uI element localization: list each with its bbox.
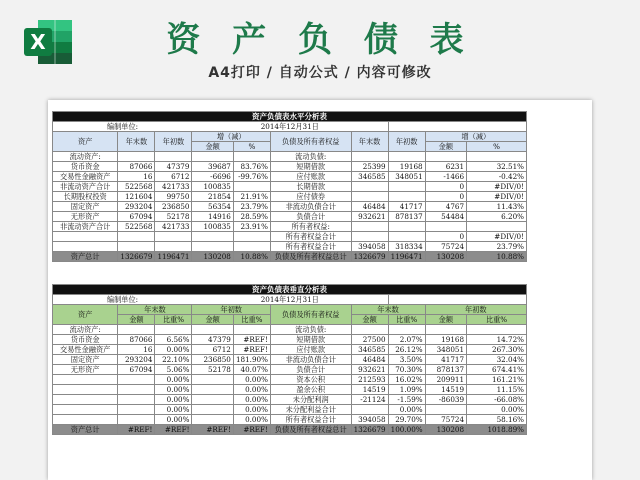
table-cell[interactable]	[53, 405, 118, 415]
table-cell[interactable]: 流动资产:	[53, 325, 118, 335]
col-asset: 资产	[53, 132, 118, 152]
table-cell[interactable]: 932621	[351, 212, 388, 222]
table-cell[interactable]: 长期股权投资	[53, 192, 118, 202]
total-cell[interactable]: 130208	[425, 425, 466, 435]
table-cell[interactable]: 0	[425, 232, 466, 242]
table-cell[interactable]: 75724	[425, 415, 466, 425]
col-amt2: 金额	[425, 142, 466, 152]
table-cell[interactable]: 522568	[118, 222, 155, 232]
table-cell[interactable]: 固定资产	[53, 355, 118, 365]
table-cell[interactable]: 674.41%	[467, 365, 527, 375]
table-row	[53, 395, 527, 405]
table-cell[interactable]: 58.16%	[467, 415, 527, 425]
report-date: 2014年12月31日	[192, 122, 388, 132]
table-row	[53, 232, 527, 242]
table-row	[53, 242, 527, 252]
table-cell[interactable]: 394058	[351, 415, 388, 425]
col-ratio-b: 比重%	[233, 315, 270, 325]
table-cell[interactable]: 16.02%	[388, 375, 425, 385]
table-cell[interactable]: 0.00%	[388, 405, 425, 415]
table-cell[interactable]	[118, 375, 155, 385]
table-cell[interactable]: 209911	[425, 375, 466, 385]
total-cell[interactable]: #REF!	[192, 425, 233, 435]
col-end: 年末数	[118, 132, 155, 152]
table-cell[interactable]	[388, 182, 425, 192]
table-cell[interactable]: 非流动负债合计	[270, 355, 351, 365]
table-cell[interactable]	[467, 325, 527, 335]
table-cell[interactable]: 2.07%	[388, 335, 425, 345]
table-cell[interactable]	[425, 405, 466, 415]
col-end2: 年末数	[351, 305, 425, 315]
table-cell[interactable]: 所有者权益合计	[270, 232, 351, 242]
table-cell[interactable]: 421733	[155, 182, 192, 192]
table-cell[interactable]: 932621	[351, 365, 388, 375]
table-cell[interactable]: -99.76%	[233, 172, 270, 182]
table-cell[interactable]: 交易性金融资产	[53, 345, 118, 355]
total-cell[interactable]: 10.88%	[467, 252, 527, 262]
table-title: 资产负债表垂直分析表	[53, 285, 527, 295]
col-pct: %	[233, 142, 270, 152]
table-cell[interactable]: 1.09%	[388, 385, 425, 395]
table-cell[interactable]: 0.00%	[155, 395, 192, 405]
table-cell[interactable]: 0.00%	[155, 415, 192, 425]
table-row	[53, 222, 527, 232]
table-cell[interactable]: 32.51%	[467, 162, 527, 172]
horizontal-analysis-table	[52, 111, 527, 262]
total-cell[interactable]: 1196471	[155, 252, 192, 262]
table-cell[interactable]	[53, 395, 118, 405]
table-cell[interactable]	[233, 152, 270, 162]
table-row	[53, 182, 527, 192]
col-begin2: 年初数	[388, 132, 425, 152]
table-cell[interactable]: 货币资金	[53, 162, 118, 172]
table-cell[interactable]: 212593	[351, 375, 388, 385]
table-cell[interactable]: 流动负债:	[270, 152, 351, 162]
table-cell[interactable]: 非流动资产合计	[53, 182, 118, 192]
table-cell[interactable]: 0.00%	[233, 395, 270, 405]
table-row	[53, 212, 527, 222]
col-ratio: 比重%	[155, 315, 192, 325]
table-cell[interactable]: 67094	[118, 365, 155, 375]
report-date: 2014年12月31日	[192, 295, 388, 305]
table-cell[interactable]: 47379	[192, 335, 233, 345]
table-cell[interactable]: 83.76%	[233, 162, 270, 172]
table-title: 资产负债表水平分析表	[53, 112, 527, 122]
table-cell[interactable]	[388, 192, 425, 202]
table-cell[interactable]: 无形资产	[53, 365, 118, 375]
table-cell[interactable]	[118, 395, 155, 405]
table-cell[interactable]: -86039	[425, 395, 466, 405]
table-cell[interactable]: 46484	[351, 355, 388, 365]
table-cell[interactable]: 6.20%	[467, 212, 527, 222]
table-cell[interactable]: 资本公积	[270, 375, 351, 385]
col-begin2: 年初数	[425, 305, 526, 315]
total-row	[53, 425, 527, 435]
table-cell[interactable]: 21854	[192, 192, 233, 202]
table-cell[interactable]: #REF!	[233, 335, 270, 345]
table-cell[interactable]	[351, 182, 388, 192]
table-cell[interactable]: 181.90%	[233, 355, 270, 365]
table-cell[interactable]: 14.72%	[467, 335, 527, 345]
total-cell[interactable]: 资产总计	[53, 252, 118, 262]
table-cell[interactable]: 75724	[425, 242, 466, 252]
total-cell[interactable]: #REF!	[118, 425, 155, 435]
table-cell[interactable]	[233, 242, 270, 252]
table-cell[interactable]: 0.00%	[233, 375, 270, 385]
table-cell[interactable]: 318334	[388, 242, 425, 252]
table-cell[interactable]: 99750	[155, 192, 192, 202]
table-cell[interactable]: 70.30%	[388, 365, 425, 375]
table-cell[interactable]: 16	[118, 172, 155, 182]
table-cell[interactable]: 6712	[155, 172, 192, 182]
table-cell[interactable]	[118, 232, 155, 242]
table-cell[interactable]: 56354	[192, 202, 233, 212]
table-cell[interactable]: 878137	[388, 212, 425, 222]
table-cell[interactable]: 14916	[192, 212, 233, 222]
table-row	[53, 405, 527, 415]
table-cell[interactable]: 26.12%	[388, 345, 425, 355]
total-cell[interactable]: 负债及所有者权益总计	[270, 252, 351, 262]
table-row	[53, 192, 527, 202]
table-cell[interactable]: #DIV/0!	[467, 232, 527, 242]
table-cell[interactable]: 无形资产	[53, 212, 118, 222]
table-cell[interactable]	[53, 232, 118, 242]
col-liab: 负债及所有者权益	[270, 305, 351, 325]
table-cell[interactable]	[118, 385, 155, 395]
table-cell[interactable]: #DIV/0!	[467, 192, 527, 202]
table-cell[interactable]	[351, 405, 388, 415]
col-end2: 年末数	[351, 132, 388, 152]
table-cell[interactable]: 0	[425, 192, 466, 202]
col-amt2: 金额	[351, 315, 388, 325]
table-cell[interactable]	[118, 242, 155, 252]
table-cell[interactable]: 346585	[351, 172, 388, 182]
col-amt-b: 金额	[192, 315, 233, 325]
table-cell[interactable]: 3.50%	[388, 355, 425, 365]
total-row	[53, 252, 527, 262]
table-cell[interactable]: 14519	[425, 385, 466, 395]
table-cell[interactable]	[192, 405, 233, 415]
table-cell[interactable]: 32.04%	[467, 355, 527, 365]
table-cell[interactable]	[233, 182, 270, 192]
table-cell[interactable]	[388, 325, 425, 335]
vertical-analysis-table	[52, 284, 527, 435]
table-cell[interactable]: 348051	[388, 172, 425, 182]
table-cell[interactable]: 28.59%	[233, 212, 270, 222]
table-cell[interactable]: 19168	[388, 162, 425, 172]
col-pct2: %	[467, 142, 527, 152]
col-ratio2: 比重%	[388, 315, 425, 325]
table-cell[interactable]: 负债合计	[270, 365, 351, 375]
table-cell[interactable]: 21.91%	[233, 192, 270, 202]
total-cell[interactable]: 130208	[425, 252, 466, 262]
table-cell[interactable]: 0.00%	[155, 345, 192, 355]
table-cell[interactable]	[425, 222, 466, 232]
table-cell[interactable]: 未分配利益合计	[270, 405, 351, 415]
table-row	[53, 325, 527, 335]
table-cell[interactable]	[192, 242, 233, 252]
table-cell[interactable]	[192, 395, 233, 405]
total-cell[interactable]: #REF!	[233, 425, 270, 435]
table-cell[interactable]	[233, 325, 270, 335]
table-cell[interactable]: 29.70%	[388, 415, 425, 425]
table-cell[interactable]: 交易性金融资产	[53, 172, 118, 182]
page-title: 资 产 负 债 表	[166, 20, 474, 60]
table-cell[interactable]	[351, 222, 388, 232]
col-amt: 金额	[118, 315, 155, 325]
table-cell[interactable]	[388, 152, 425, 162]
table-cell[interactable]	[467, 222, 527, 232]
table-cell[interactable]: 短期借款	[270, 335, 351, 345]
col-change: 增（减）	[192, 132, 270, 142]
col-ratio2-b: 比重%	[467, 315, 527, 325]
table-cell[interactable]	[118, 325, 155, 335]
org-label: 编制单位:	[53, 295, 192, 305]
excel-letter: X	[30, 30, 46, 54]
table-cell[interactable]: 23.79%	[233, 202, 270, 212]
table-cell[interactable]: 293204	[118, 202, 155, 212]
table-cell[interactable]	[351, 192, 388, 202]
table-cell[interactable]: 100835	[192, 182, 233, 192]
table-cell[interactable]: 6712	[192, 345, 233, 355]
table-cell[interactable]: 293204	[118, 355, 155, 365]
table-cell[interactable]: 52178	[192, 365, 233, 375]
table-cell[interactable]	[53, 375, 118, 385]
table-cell[interactable]: 121604	[118, 192, 155, 202]
table-cell[interactable]	[53, 385, 118, 395]
page-subtitle: A4打印 / 自动公式 / 内容可修改	[208, 65, 432, 81]
table-cell[interactable]: 负债合计	[270, 212, 351, 222]
table-cell[interactable]: 41717	[388, 202, 425, 212]
table-cell[interactable]: 11.43%	[467, 202, 527, 212]
table-cell[interactable]: 87066	[118, 335, 155, 345]
table-cell[interactable]: 41717	[425, 355, 466, 365]
table-cell[interactable]: 54484	[425, 212, 466, 222]
table-cell[interactable]: 346585	[351, 345, 388, 355]
table-cell[interactable]: 16	[118, 345, 155, 355]
table-cell[interactable]: 非流动负债合计	[270, 202, 351, 212]
table-row	[53, 202, 527, 212]
total-cell[interactable]: 100.00%	[388, 425, 425, 435]
table-cell[interactable]: 长期借款	[270, 182, 351, 192]
table-cell[interactable]: 87066	[118, 162, 155, 172]
col-amt: 金额	[192, 142, 233, 152]
banner	[0, 0, 640, 100]
table-cell[interactable]	[388, 232, 425, 242]
table-cell[interactable]	[351, 325, 388, 335]
table-cell[interactable]: 47379	[155, 162, 192, 172]
table-cell[interactable]: -6696	[192, 172, 233, 182]
table-cell[interactable]	[118, 152, 155, 162]
table-cell[interactable]: 所有者权益合计	[270, 415, 351, 425]
table-cell[interactable]: 盈余公积	[270, 385, 351, 395]
table-cell[interactable]: -21124	[351, 395, 388, 405]
table-cell[interactable]: 0.00%	[233, 415, 270, 425]
table-cell[interactable]	[425, 325, 466, 335]
total-cell[interactable]: 1326679	[118, 252, 155, 262]
table-cell[interactable]: 4767	[425, 202, 466, 212]
table-row	[53, 335, 527, 345]
table-cell[interactable]: 固定资产	[53, 202, 118, 212]
table-cell[interactable]: 46484	[351, 202, 388, 212]
col-amt2-b: 金额	[425, 315, 466, 325]
table-cell[interactable]: 流动资产:	[53, 152, 118, 162]
table-cell[interactable]: 11.15%	[467, 385, 527, 395]
table-cell[interactable]: -1466	[425, 172, 466, 182]
table-cell[interactable]: 应付债券	[270, 192, 351, 202]
table-row	[53, 415, 527, 425]
total-cell[interactable]: 1196471	[388, 252, 425, 262]
table-cell[interactable]: 货币资金	[53, 335, 118, 345]
table-cell[interactable]: 161.21%	[467, 375, 527, 385]
table-cell[interactable]: 23.79%	[467, 242, 527, 252]
table-cell[interactable]: 421733	[155, 222, 192, 232]
table-cell[interactable]: 应付账款	[270, 172, 351, 182]
total-cell[interactable]: 1326679	[351, 252, 388, 262]
col-begin: 年初数	[192, 305, 270, 315]
total-cell[interactable]: 1326679	[351, 425, 388, 435]
total-cell[interactable]: 负债及所有者权益总计	[270, 425, 351, 435]
table-cell[interactable]	[53, 415, 118, 425]
col-change2: 增（减）	[425, 132, 526, 142]
table-cell[interactable]: 52178	[155, 212, 192, 222]
table-cell[interactable]	[192, 375, 233, 385]
table-cell[interactable]: 0.00%	[467, 405, 527, 415]
table-cell[interactable]: 0.00%	[155, 375, 192, 385]
table-cell[interactable]: 878137	[425, 365, 466, 375]
table-cell[interactable]	[425, 152, 466, 162]
table-cell[interactable]: 0.00%	[155, 405, 192, 415]
table-cell[interactable]	[192, 385, 233, 395]
table-cell[interactable]	[118, 415, 155, 425]
table-cell[interactable]	[233, 232, 270, 242]
table-cell[interactable]: 0.00%	[233, 385, 270, 395]
table-cell[interactable]: 19168	[425, 335, 466, 345]
table-cell[interactable]: 394058	[351, 242, 388, 252]
table-cell[interactable]: #DIV/0!	[467, 182, 527, 192]
table-cell[interactable]: 应付账款	[270, 345, 351, 355]
table-cell[interactable]	[53, 242, 118, 252]
table-row	[53, 385, 527, 395]
table-cell[interactable]: 未分配利润	[270, 395, 351, 405]
table-cell[interactable]: 236850	[155, 202, 192, 212]
table-cell[interactable]: 39687	[192, 162, 233, 172]
table-cell[interactable]: 0.00%	[233, 405, 270, 415]
table-cell[interactable]	[155, 152, 192, 162]
table-cell[interactable]	[351, 152, 388, 162]
table-cell[interactable]: 流动负债:	[270, 325, 351, 335]
table-cell[interactable]: 6.56%	[155, 335, 192, 345]
table-cell[interactable]: 100835	[192, 222, 233, 232]
table-cell[interactable]: 23.91%	[233, 222, 270, 232]
table-cell[interactable]	[155, 325, 192, 335]
table-cell[interactable]	[118, 405, 155, 415]
col-asset: 资产	[53, 305, 118, 325]
table-row	[53, 162, 527, 172]
table-cell[interactable]: 5.06%	[155, 365, 192, 375]
table-cell[interactable]	[351, 232, 388, 242]
table-cell[interactable]: 0.00%	[155, 385, 192, 395]
table-cell[interactable]: 267.30%	[467, 345, 527, 355]
table-cell[interactable]	[155, 242, 192, 252]
col-liab: 负债及所有者权益	[270, 132, 351, 152]
table-cell[interactable]: 非流动资产合计	[53, 222, 118, 232]
total-cell[interactable]: 10.88%	[233, 252, 270, 262]
table-cell[interactable]: #REF!	[233, 345, 270, 355]
table-cell[interactable]: 所有者权益:	[270, 222, 351, 232]
table-cell[interactable]: 236850	[192, 355, 233, 365]
table-cell[interactable]: 0	[425, 182, 466, 192]
col-end: 年末数	[118, 305, 192, 315]
table-cell[interactable]: 短期借款	[270, 162, 351, 172]
total-cell[interactable]: 1018.89%	[467, 425, 527, 435]
table-cell[interactable]	[155, 232, 192, 242]
table-cell[interactable]: 25399	[351, 162, 388, 172]
table-cell[interactable]	[467, 152, 527, 162]
col-begin: 年初数	[155, 132, 192, 152]
table-cell[interactable]: -1.59%	[388, 395, 425, 405]
table-row	[53, 172, 527, 182]
total-cell[interactable]: #REF!	[155, 425, 192, 435]
table-cell[interactable]: 所有者权益合计	[270, 242, 351, 252]
table-cell[interactable]: 522568	[118, 182, 155, 192]
total-cell[interactable]: 资产总计	[53, 425, 118, 435]
table-row	[53, 152, 527, 162]
total-cell[interactable]: 130208	[192, 252, 233, 262]
org-label: 编制单位:	[53, 122, 192, 132]
table-row	[53, 365, 527, 375]
table-row	[53, 355, 527, 365]
table-row	[53, 345, 527, 355]
table-cell[interactable]: -66.08%	[467, 395, 527, 405]
table-cell[interactable]: 27500	[351, 335, 388, 345]
table-cell[interactable]	[192, 325, 233, 335]
table-cell[interactable]: 40.07%	[233, 365, 270, 375]
table-cell[interactable]	[192, 152, 233, 162]
table-cell[interactable]: 6231	[425, 162, 466, 172]
table-cell[interactable]	[192, 232, 233, 242]
table-cell[interactable]: 22.10%	[155, 355, 192, 365]
table-cell[interactable]	[192, 415, 233, 425]
table-cell[interactable]: -0.42%	[467, 172, 527, 182]
table-cell[interactable]: 14519	[351, 385, 388, 395]
table-cell[interactable]: 67094	[118, 212, 155, 222]
table-row	[53, 375, 527, 385]
table-cell[interactable]	[388, 222, 425, 232]
table-cell[interactable]: 348051	[425, 345, 466, 355]
